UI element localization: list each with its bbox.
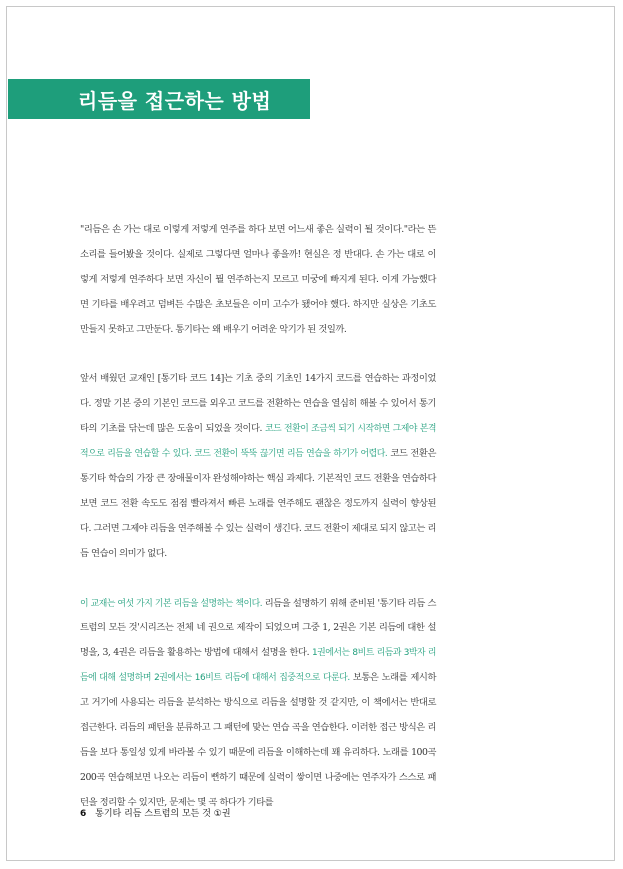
- paragraph-3: [80, 592, 436, 816]
- paragraph-2-highlight-1: 코드 전환이 조금씩 되기 시작하면 그제야 본격적으로 리듬을 연습할 수 있다. 코드 전환이 뚝뚝 끊기면 리듬 연습을 하기가 어렵다.: [80, 424, 436, 460]
- book-title: 통기타 리듬 스트럼의 모든 것 ①권: [95, 809, 231, 819]
- page-footer: [80, 806, 231, 819]
- section-title-banner: [8, 79, 310, 119]
- paragraph-3-highlight-1: 이 교재는 여섯 가지 기본 리듬을 설명하는 책이다.: [80, 598, 263, 609]
- paragraph-2: [80, 367, 436, 566]
- body-text: [80, 218, 436, 816]
- paragraph-1-text-1: "리듬은 손 가는 대로 이렇게 저렇게 연주를 하다 보면 어느새 좋은 실력이 될 것이다."라는 뜬 소리를 들어봤을 것이다. 실제로 그렇다면 얼마나 좋을까! 현실은 정 반대다. 손 가는 대로 이렇게 저렇게 연주하다 보면 자신이 뭘 연주하는지 모르고 미궁에 빠지게 된다. 이게 가능했다면 기타를 배우려고 덤벼든 수많은 초보들은 이미 고수가 됐어야 했다. 하지만 실상은 기초도 만들지 못하고 그만둔다. 통기타는 왜 배우기 어려운 악기가 된 것일까.: [80, 224, 436, 335]
- section-title: 리듬을 접근하는 방법: [78, 89, 272, 113]
- paragraph-3-text-2: 보통은 노래를 제시하고 거기에 사용되는 리듬을 분석하는 방식으로 리듬을 설명할 것 같지만, 이 책에서는 반대로 접근한다. 리듬의 패턴을 분류하고 그 패턴에 맞는 연습 곡을 연습한다. 이러한 접근 방식은 리듬을 보다 통일성 있게 바라볼 수 있기 때문에 리듬을 이해하는데 꽤 유리하다. 노래를 100곡 200곡 연습해보면 나오는 리듬이 뻔하기 때문에 실력이 쌓이면 나중에는 연주자가 스스로 패턴을 정리할 수 있지만, 문제는 몇 곡 하다가 기타를: [80, 672, 436, 808]
- paragraph-3-highlight-2: 1권에서는 8비트 리듬과 3박자 리듬에 대해 설명하며 2권에서는 16비트 리듬에 대해서 집중적으로 다룬다.: [80, 648, 437, 684]
- paragraph-2-text-1: 앞서 배웠던 교재인 [통기타 코드 14]는 기초 중의 기초인 14가지 코드를 연습하는 과정이었다. 정말 기본 중의 기본인 코드를 외우고 코드를 전환하는 연습을 열심히 해볼 수 있어서 통기타의 기초를 닦는데 많은 도움이 되었을 것이다.: [80, 373, 436, 435]
- paragraph-2-text-2: 코드 전환은 통기타 학습의 가장 큰 장애물이자 완성해야하는 핵심 과제다. 기본적인 코드 전환을 연습하다 보면 코드 전환 속도도 점점 빨라져서 빠른 노래를 연주해도 괜찮은 정도까지 실력이 향상된다. 그러면 그제야 리듬을 연주해볼 수 있는 실력이 생긴다. 코드 전환이 제대로 되지 않고는 리듬 연습이 의미가 없다.: [80, 448, 436, 559]
- page-number: 6: [80, 809, 87, 819]
- paragraph-1: [80, 218, 436, 343]
- paragraph-3-text-1: 리듬을 설명하기 위해 준비된 '통기타 리듬 스트럼의 모든 것'시리즈는 전체 네 권으로 제작이 되었으며 그중 1, 2권은 기본 리듬에 대한 설명을, 3, 4권은 리듬을 활용하는 방법에 대해서 설명을 한다.: [80, 597, 436, 659]
